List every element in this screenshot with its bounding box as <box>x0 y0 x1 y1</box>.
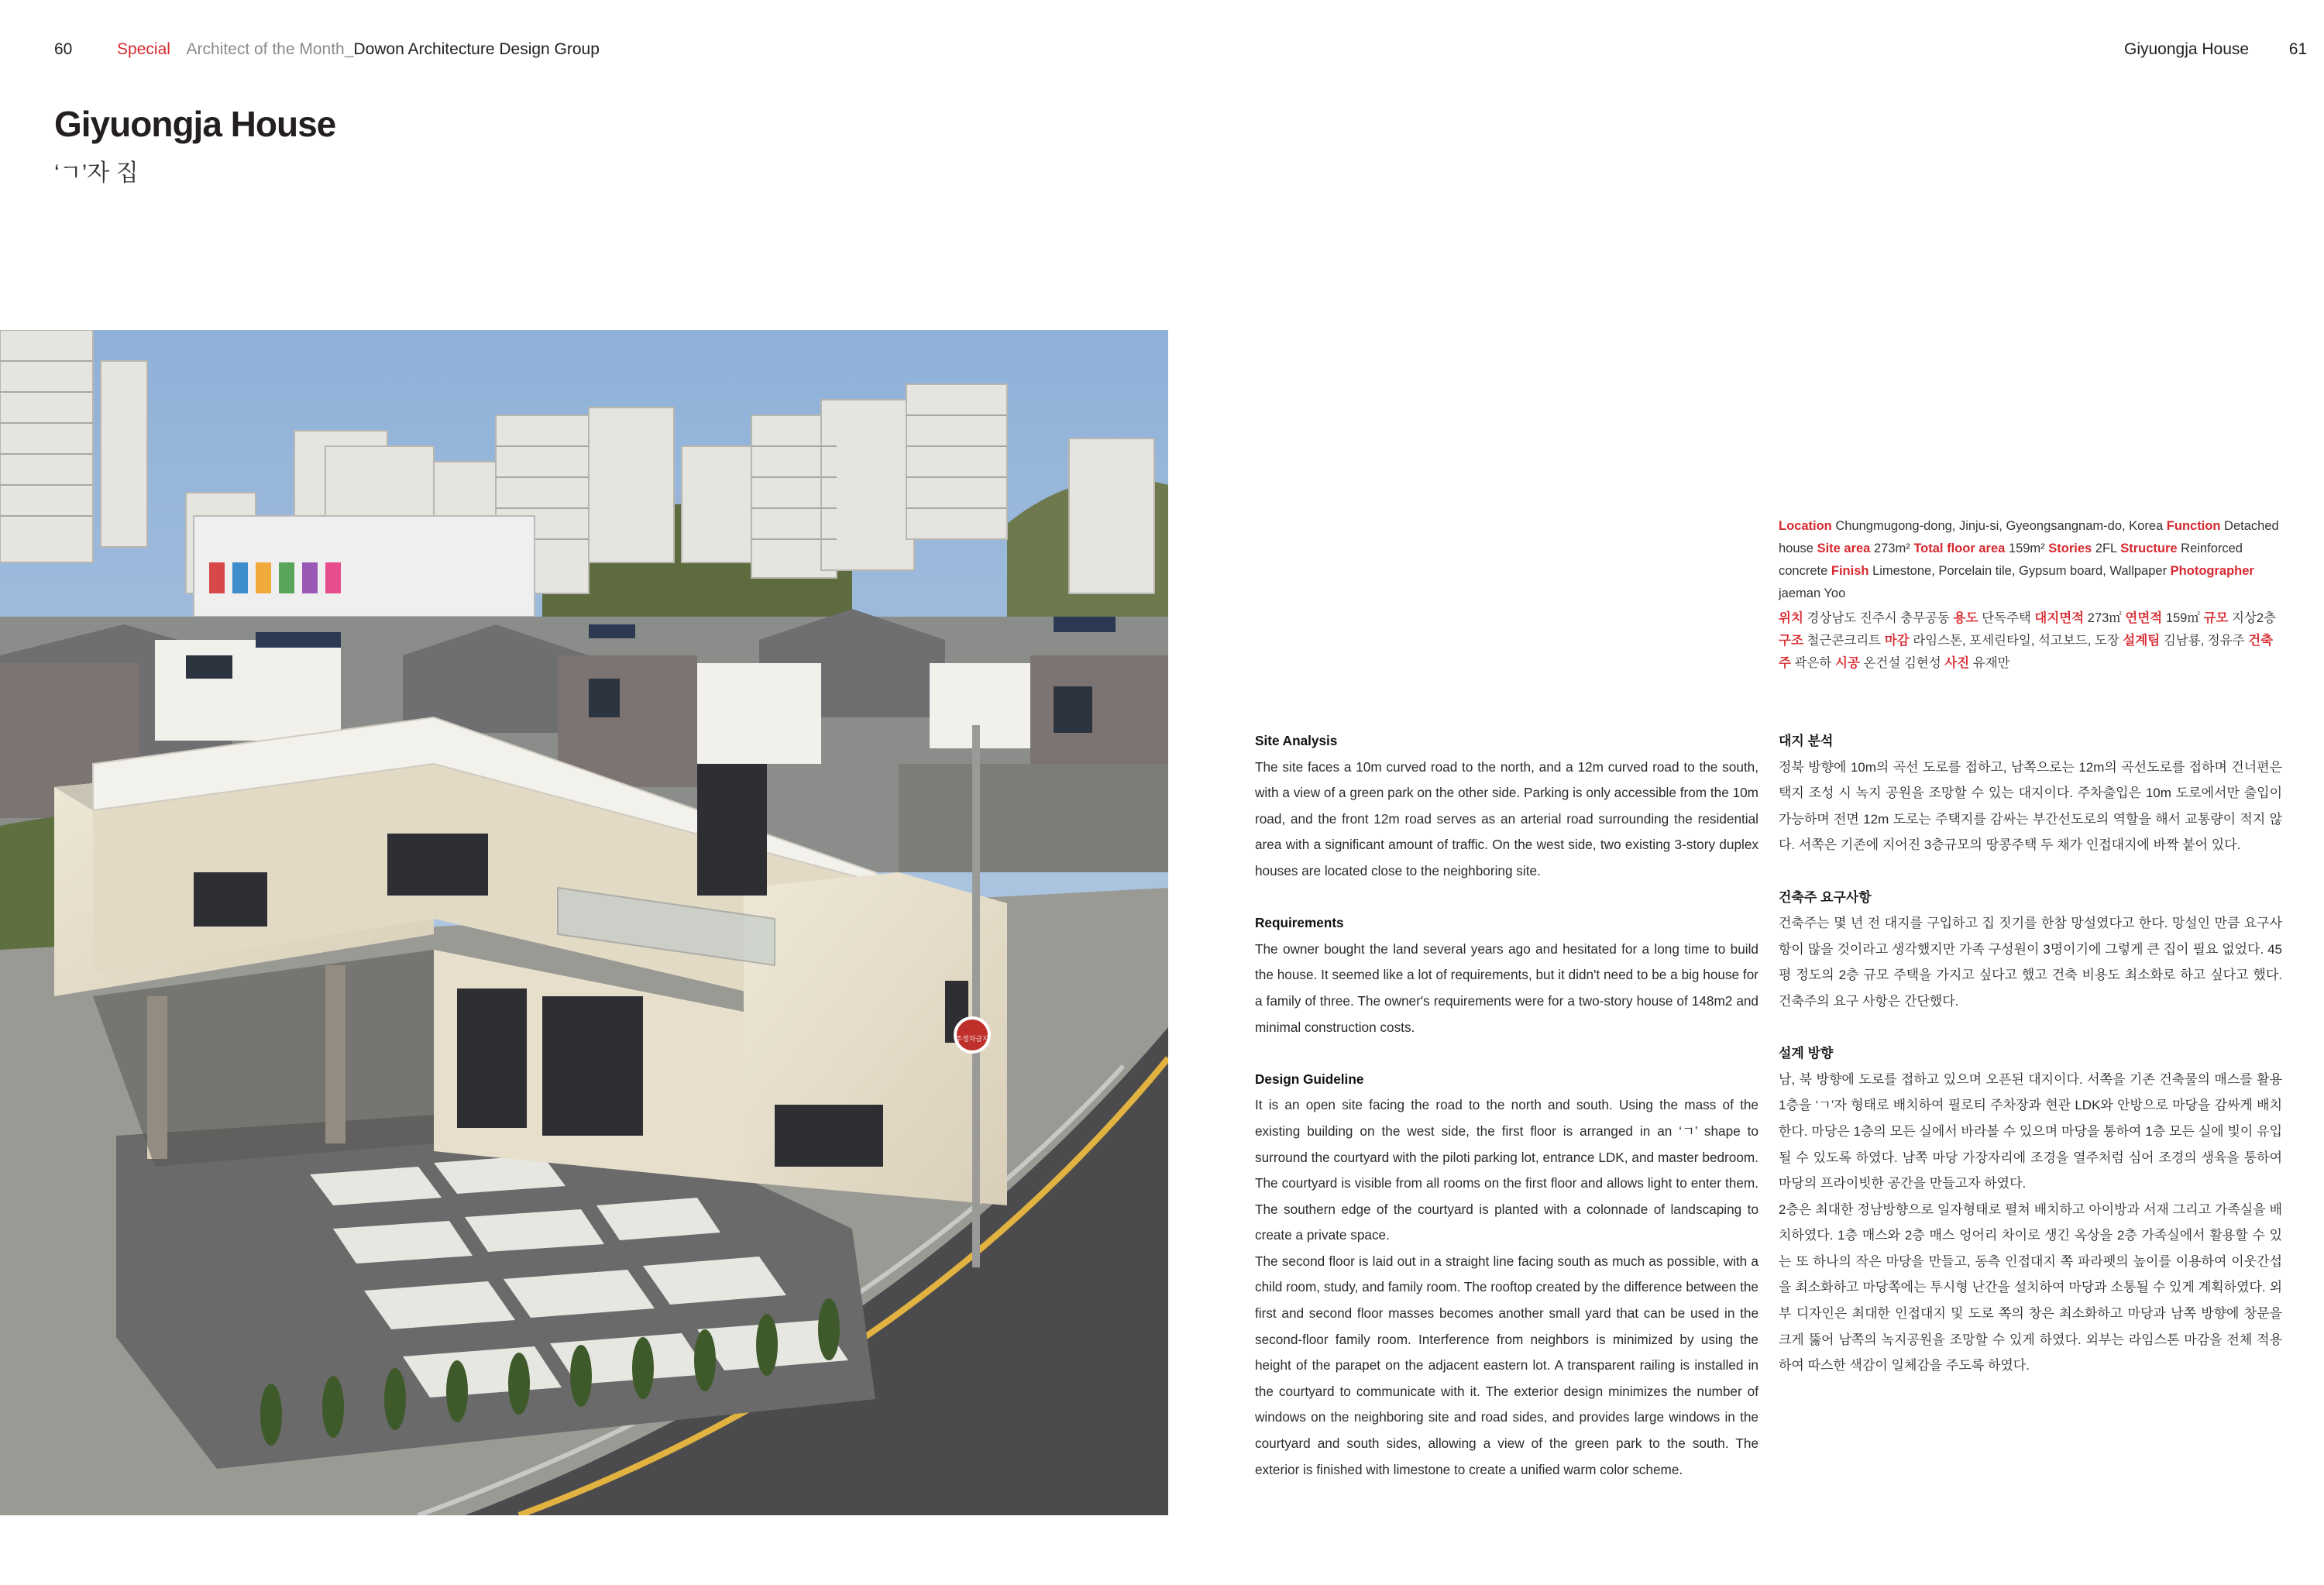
paragraph-requirements: The owner bought the land several years ago and hesitated for a long time to build the house. It seemed like a lot of requirements, but it didn't need to be a big house for a family of three. The owner's requirements were for a two-story house of 148m2 and minimal construction costs. <box>1255 940 1758 1035</box>
article-body-en <box>1255 728 1758 1483</box>
no-parking-sign-text: 주정차금지 <box>955 1036 989 1043</box>
heading-design-guideline: Design Guideline <box>1255 1071 1364 1087</box>
heading-site-analysis: Site Analysis <box>1255 733 1338 748</box>
article-title: Giyuongja House <box>54 104 336 144</box>
subsection-label: Architect of the Month_ <box>186 40 354 58</box>
paragraph-design-guideline-1: It is an open site facing the road to the north and south. Using the mass of the existing building on the west side, the first floor is arranged in an ‘ㄱ’ shape to surround the courtyard with the piloti parking lot, entrance LDK, and master bedroom. The courtyard is visible from all rooms on the first floor and allows light to enter them. The southern edge of the courtyard is planted with a colonnade of landscaping to create a private space. <box>1255 1097 1758 1243</box>
heading-requirements: Requirements <box>1255 915 1344 931</box>
running-header-left <box>54 40 600 59</box>
section-label: Special <box>117 40 170 58</box>
paragraph-requirements-ko: 건축주는 몇 년 전 대지를 구입하고 집 짓기를 한참 망설였다고 한다. 망설인 만큼 요구사항이 많을 것이라고 생각했지만 가족 구성원이 3명이기에 그렇게 큰 집이 필요 없었다. 45평 정도의 2층 규모 주택을 가지고 싶다고 했고 건축 비용도 최소화로 하고 싶다고 했다. 건축주의 요구 사항은 간단했다. <box>1779 916 2282 1009</box>
heading-design-ko: 설계 방향 <box>1779 1046 1834 1061</box>
article-body-ko <box>1779 728 2282 1379</box>
page-number-left: 60 <box>54 40 73 58</box>
house-photo <box>0 330 1168 1515</box>
project-info-en: Location Chungmugong-dong, Jinju-si, Gyeongsangnam-do, Korea Function Detached house Site area 273m² Total floor area 159m² Stories 2FL Structure Reinforced concrete Finish Limestone, Porcelain tile, Gypsum board, Wallpaper Photographer jaeman Yoo <box>1779 519 2279 600</box>
article-subtitle: ‘ㄱ’자 집 <box>54 160 139 186</box>
paragraph-design-ko-2: 2층은 최대한 정남방향으로 일자형태로 펼쳐 배치하고 아이방과 서재 그리고 가족실을 배치하였다. 1층 매스와 2층 매스 엉어리 차이로 생긴 옥상을 2층 가족실에서 활용할 수 있는 또 하나의 작은 마당을 만들고, 동측 인접대지 쪽 파라펫의 높이를 이용하여 이웃간섭을 최소화하고 마당쪽에는 투시형 난간을 설치하여 마당과 소통될 수 있게 계획하였다. 외부 디자인은 최대한 인접대지 및 도로 쪽의 창은 최소화하고 마당과 남쪽 방향에 창문을 크게 뚫어 남쪽의 녹지공원을 조망할 수 있게 하였다. 외부는 라임스톤 마감을 전체 적용하여 따스한 색감이 일체감을 주도록 하였다. <box>1779 1202 2282 1374</box>
firm-name: Dowon Architecture Design Group <box>353 40 600 58</box>
paragraph-design-guideline-2: The second floor is laid out in a straight line facing south as much as possible, with a child room, study, and family room. The rooftop created by the difference between the first and second floor masses becomes another small yard that can be used in the second-floor family room. Interference from neighbors is minimized by using the height of the parapet on the adjacent eastern lot. A transparent railing is installed in the courtyard to communicate with it. The exterior design minimizes the number of windows on the neighboring site and road sides, and provides large windows in the courtyard and south sides, allowing a view of the green park to the south. The exterior is finished with limestone to create a unified warm color scheme. <box>1255 1253 1758 1477</box>
page-number-right: 61 <box>2288 40 2308 58</box>
running-header-right <box>2124 40 2307 59</box>
paragraph-site-analysis-ko: 정북 방향에 10m의 곡선 도로를 접하고, 남쪽으로는 12m의 곡선도로를 접하며 건너편은 택지 조성 시 녹지 공원을 조망할 수 있는 대지이다. 주차출입은 10m 도로에서만 출입이 가능하며 전면 12m 도로는 주택지를 감싸는 부간선도로의 역할을 해서 교통량이 적지 않다. 서쪽은 기존에 지어진 3층규모의 땅콩주택 두 채가 인접대지에 바짝 붙어 있다. <box>1779 759 2282 853</box>
project-info-ko: 위치 경상남도 진주시 충무공동 용도 단독주택 대지면적 273㎡ 연면적 159㎡ 규모 지상2층 구조 철근콘크리트 마감 라임스톤, 포세린타일, 석고보드, 도장 설계팀 김남룡, 정유주 건축주 곽은하 시공 온건설 김현성 사진 유재만 <box>1779 611 2276 670</box>
running-title-right: Giyuongja House <box>2124 40 2250 58</box>
heading-site-analysis-ko: 대지 분석 <box>1779 734 1834 748</box>
paragraph-design-ko-1: 남, 북 방향에 도로를 접하고 있으며 오픈된 대지이다. 서쪽을 기존 건축물의 매스를 활용 1층을 ‘ㄱ’자 형태로 배치하여 필로티 주차장과 현관 LDK와 안방으로 마당을 감싸게 배치한다. 마당은 1층의 모든 실에서 바라볼 수 있으며 마당을 통하여 1층 모든 실에 빛이 유입될 수 있도록 하였다. 남쪽 마당 가장자리에 조경을 열주처럼 심어 조경의 생육을 통하여 마당의 프라이빗한 공간을 만들고자 하였다. <box>1779 1071 2282 1191</box>
paragraph-site-analysis: The site faces a 10m curved road to the north, and a 12m curved road to the south, with a view of a green park on the other side. Parking is only accessible from the 10m road, and the front 12m road serves as an arterial road surrounding the residential area with a significant amount of traffic. On the west side, two existing 3-story duplex houses are located close to the neighboring site. <box>1255 758 1758 878</box>
heading-requirements-ko: 건축주 요구사항 <box>1779 889 1872 905</box>
